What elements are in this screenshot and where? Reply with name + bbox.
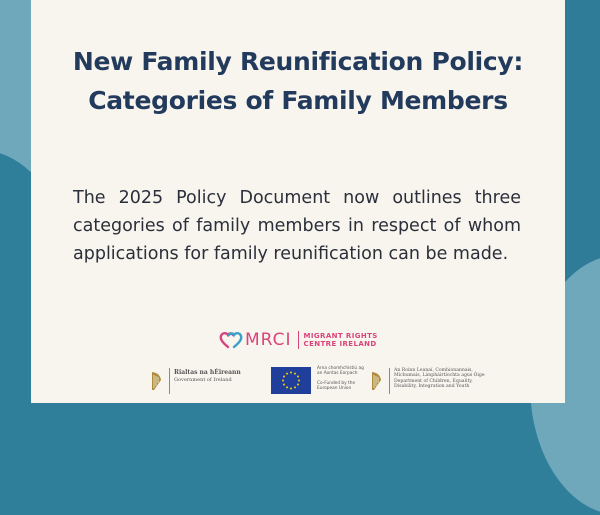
- department-english-text: [394, 379, 473, 389]
- funder-divider: [389, 368, 390, 394]
- eu-irish-text: [317, 366, 364, 376]
- funder-logos: [141, 366, 485, 398]
- mrci-divider: [298, 331, 299, 349]
- mrci-hearts-icon: [219, 330, 243, 350]
- title-line-2: Categories of Family Members: [88, 86, 508, 115]
- mrci-logo: [219, 330, 378, 350]
- eu-english-line-2: European Union: [317, 386, 352, 391]
- department-irish-line-2: Míchumais, Lánpháirtíochta agus Óige: [394, 373, 485, 379]
- content-card: [31, 0, 565, 403]
- mrci-tagline: [304, 332, 378, 348]
- eu-english-text: [317, 381, 355, 391]
- government-english-name: Government of Ireland: [174, 377, 232, 383]
- department-irish-line-1: An Roinn Leanaí, Comhionannais,: [394, 368, 473, 373]
- funder-divider: [169, 368, 170, 394]
- mrci-wordmark: MRCI: [245, 330, 292, 350]
- page-title: [31, 42, 565, 120]
- eu-flag-icon: [271, 367, 311, 394]
- mrci-tagline-line-2: CENTRE IRELAND: [303, 340, 377, 348]
- eu-irish-line-1: Arna chomhchistiú ag: [317, 366, 364, 371]
- department-english-line-2: Disability, Integration and Youth: [394, 384, 470, 390]
- eu-irish-line-2: an Aontas Eorpach: [317, 371, 358, 376]
- eu-english-line-1: Co-Funded by the: [317, 381, 356, 386]
- government-irish-name: Rialtas na hÉireann: [174, 369, 241, 376]
- title-line-1: New Family Reunification Policy:: [72, 47, 524, 76]
- body-paragraph: The 2025 Policy Document now outlines three categories of family members in respect of whom applications for family reunification can be made.: [73, 188, 521, 264]
- mrci-tagline-line-1: MIGRANT RIGHTS: [303, 332, 378, 340]
- harp-icon: [149, 370, 163, 392]
- department-english-line-1: Department of Children, Equality,: [394, 379, 473, 384]
- harp-icon: [369, 370, 383, 392]
- department-irish-text: [394, 368, 485, 378]
